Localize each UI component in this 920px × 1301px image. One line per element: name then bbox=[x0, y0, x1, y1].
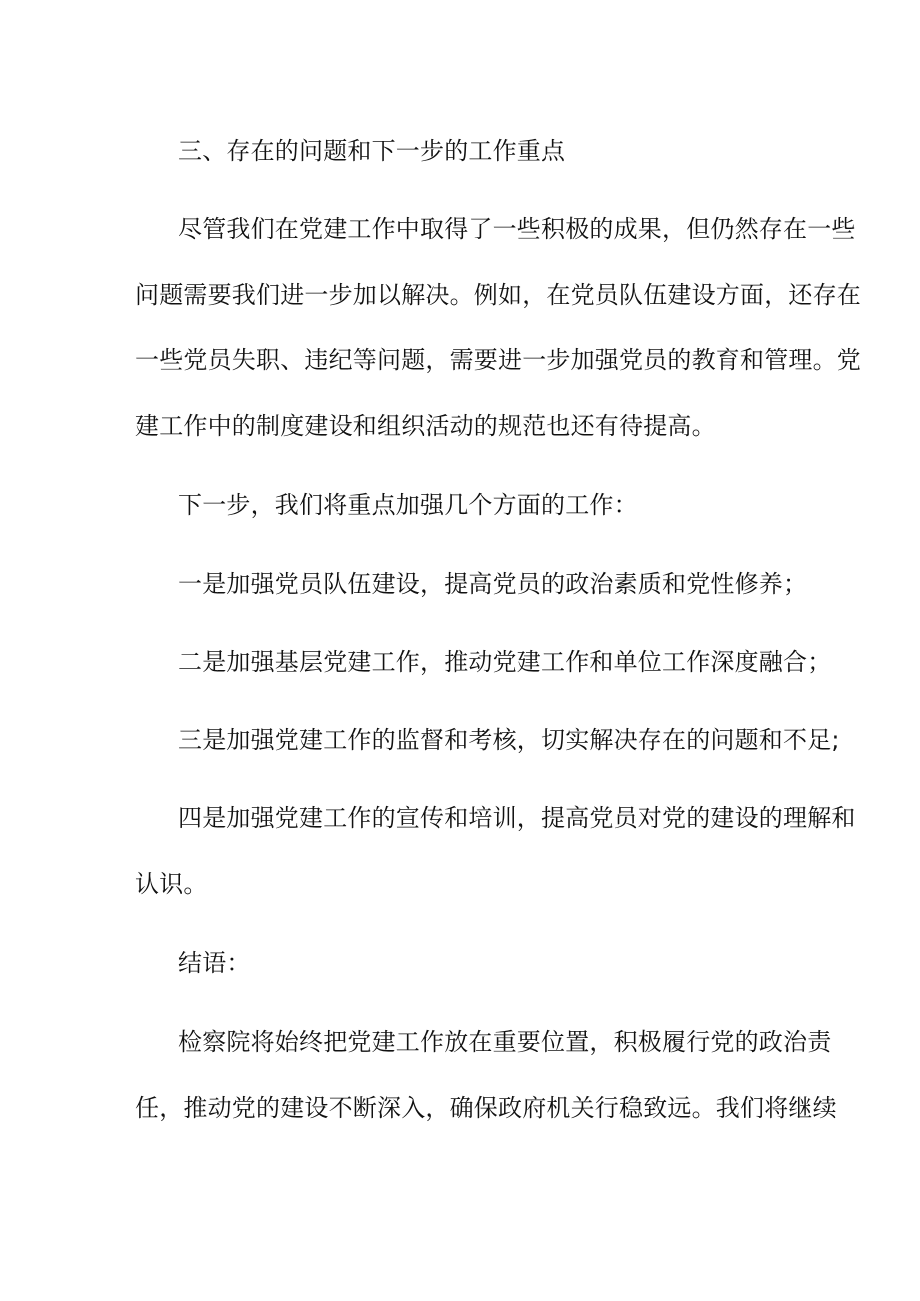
problems-paragraph-line-2: 问题需要我们进一步加以解决。例如，在党员队伍建设方面，还存在 bbox=[135, 281, 861, 309]
work-item-2: 二是加强基层党建工作，推动党建工作和单位工作深度融合； bbox=[178, 648, 832, 676]
work-item-4-line-1: 四是加强党建工作的宣传和培训，提高党员对党的建设的理解和 bbox=[178, 804, 856, 832]
section-heading: 三、存在的问题和下一步的工作重点 bbox=[178, 137, 566, 165]
problems-paragraph-line-3: 一些党员失职、违纪等问题，需要进一步加强党员的教育和管理。党 bbox=[135, 346, 861, 374]
work-item-1: 一是加强党员队伍建设，提高党员的政治素质和党性修养； bbox=[178, 570, 808, 598]
conclusion-paragraph-line-2: 任，推动党的建设不断深入，确保政府机关行稳致远。我们将继续 bbox=[135, 1094, 837, 1122]
problems-paragraph-line-4: 建工作中的制度建设和组织活动的规范也还有待提高。 bbox=[135, 412, 716, 440]
work-item-3: 三是加强党建工作的监督和考核，切实解决存在的问题和不足; bbox=[178, 726, 840, 754]
conclusion-paragraph-line-1: 检察院将始终把党建工作放在重要位置，积极履行党的政治责 bbox=[178, 1028, 832, 1056]
work-item-4-line-2: 认识。 bbox=[135, 870, 208, 898]
problems-paragraph-line-1: 尽管我们在党建工作中取得了一些积极的成果，但仍然存在一些 bbox=[178, 215, 856, 243]
next-steps-intro: 下一步，我们将重点加强几个方面的工作： bbox=[178, 491, 638, 519]
conclusion-heading: 结语： bbox=[178, 949, 251, 977]
